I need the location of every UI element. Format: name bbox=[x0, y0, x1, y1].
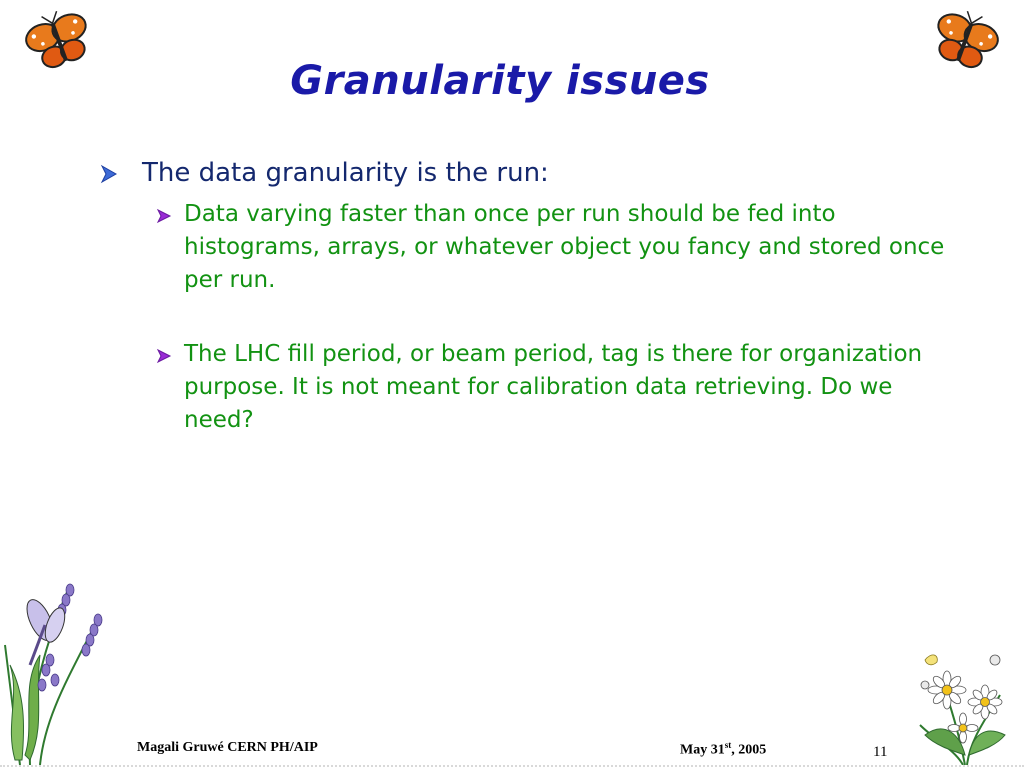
bullet-text: The data granularity is the run: bbox=[142, 158, 549, 188]
sub-bullet-item bbox=[156, 338, 956, 437]
daisy-bouquet-illustration bbox=[905, 640, 1024, 765]
page-number: 11 bbox=[873, 744, 888, 760]
footer-date: May 31st, 2005 bbox=[680, 740, 767, 758]
sub-bullet-text: Data varying faster than once per run should be fed into histograms, arrays, or whatever object you fancy and stored once per run. bbox=[184, 201, 945, 293]
footer-author: Magali Gruwé CERN PH/AIP bbox=[137, 740, 318, 755]
sub-bullet-text: The LHC fill period, or beam period, tag is there for organization purpose. It is not meant for calibration data retrieving. Do we need? bbox=[184, 341, 923, 433]
arrow-bullet-icon bbox=[156, 198, 184, 224]
sub-bullet-item bbox=[156, 198, 956, 297]
slide-title: Granularity issues bbox=[290, 58, 710, 104]
footer-divider bbox=[0, 765, 1024, 767]
bullet-item bbox=[100, 158, 960, 188]
lavender-dragonfly-illustration bbox=[0, 565, 120, 765]
arrow-bullet-icon bbox=[156, 338, 184, 364]
arrow-bullet-icon bbox=[100, 158, 142, 184]
